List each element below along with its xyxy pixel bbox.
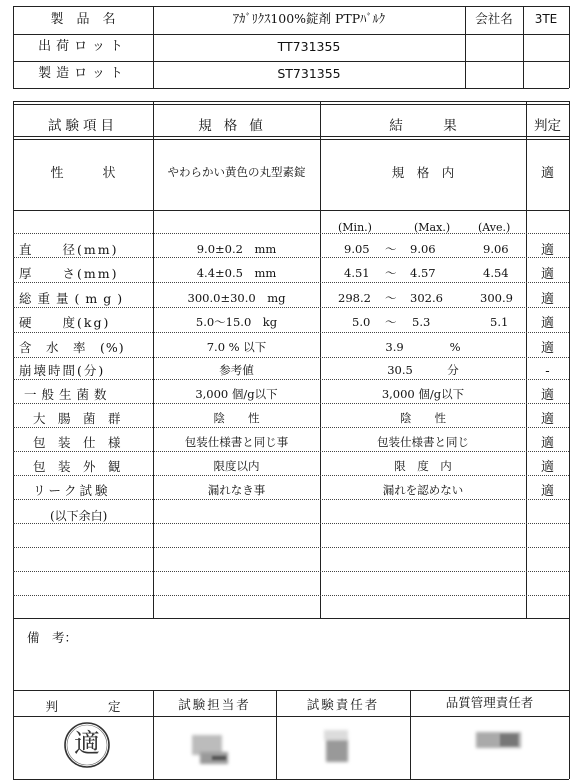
appearance-result: 規 格 内: [391, 165, 455, 180]
row-tilde: ～: [385, 315, 397, 329]
header-test-item: 試験項目: [48, 118, 118, 134]
stamp-text: 適: [73, 729, 100, 759]
judgement-label: 判 定: [45, 699, 121, 714]
appearance-judgement: 適: [540, 166, 554, 181]
row-label: 含 水 率 (%): [19, 340, 125, 355]
row-max: 302.6: [410, 291, 443, 305]
row-label: 硬 度(kg): [19, 315, 111, 330]
shipping-lot-value: TT731355: [277, 39, 341, 54]
row-result: 30.5 分: [387, 363, 459, 377]
appearance-label: 性 状: [50, 166, 116, 181]
row-judgement: 適: [540, 484, 554, 499]
row-label: リーク試験: [33, 483, 111, 498]
row-result: 包装仕様書と同じ: [377, 435, 469, 449]
row-spec: 限度以内: [213, 459, 260, 473]
row-min: 5.0: [352, 315, 371, 329]
company-name-label: 会社名: [475, 11, 513, 26]
row-label: 厚 さ(mm): [19, 266, 119, 281]
row-label: 包 装 外 観: [33, 459, 121, 474]
row-judgement: 適: [540, 436, 554, 451]
row-result: 3,000 個/g以下: [381, 387, 465, 401]
row-judgement: 適: [540, 341, 554, 356]
row-judgement: 適: [540, 388, 554, 403]
row-result: 限 度 内: [394, 459, 452, 473]
row-label: 包 装 仕 様: [33, 435, 121, 450]
row-spec: 4.4±0.5 mm: [196, 266, 277, 280]
row-label: 直 径(mm): [19, 242, 119, 257]
qa-manager-signature: [476, 728, 526, 758]
row-judgement: 適: [540, 243, 554, 258]
approval-stamp: [62, 720, 112, 770]
row-ave: 9.06: [483, 242, 509, 256]
stat-ave-header: (Ave.): [478, 221, 511, 234]
row-result: 3.9 %: [385, 340, 461, 354]
row-spec: 5.0～15.0 kg: [195, 315, 278, 329]
row-tilde: ～: [385, 266, 397, 280]
remarks-label: 備 考：: [27, 630, 78, 645]
row-ave: 300.9: [480, 291, 513, 305]
row-spec: 陰 性: [213, 411, 260, 425]
shipping-lot-label: 出荷ロット: [38, 39, 128, 54]
row-spec: 包装仕様書と同じ事: [184, 435, 289, 449]
row-result: 陰 性: [400, 411, 446, 425]
test-responsible-signature: [322, 726, 362, 766]
row-judgement: 適: [540, 292, 554, 307]
remainder-note: (以下余白): [50, 509, 108, 523]
row-label: 崩壊時間(分): [19, 363, 106, 378]
tester-signature: [190, 730, 230, 770]
row-ave: 4.54: [483, 266, 509, 280]
row-tilde: ～: [385, 242, 397, 256]
row-spec: 参考値: [219, 363, 254, 377]
row-spec: 300.0±30.0 mg: [187, 291, 286, 305]
product-name-value: ｱｶﾞﾘｸｽ100%錠剤 PTPﾊﾞﾙｸ: [232, 11, 386, 26]
row-min: 4.51: [344, 266, 370, 280]
row-label: 一般生菌数: [24, 387, 112, 402]
row-tilde: ～: [385, 291, 397, 305]
appearance-spec: やわらかい黄色の丸型素錠: [167, 165, 306, 179]
test-responsible-label: 試験責任者: [306, 697, 380, 712]
row-spec: 7.0 % 以下: [206, 340, 267, 354]
row-result: 漏れを認めない: [382, 483, 464, 497]
row-max: 5.3: [412, 315, 431, 329]
row-spec: 漏れなき事: [207, 483, 266, 497]
row-label: 大 腸 菌 群: [33, 411, 121, 426]
row-judgement: -: [545, 364, 550, 379]
company-name-value: 3TE: [534, 12, 558, 26]
tester-label: 試験担当者: [178, 697, 251, 712]
row-min: 9.05: [344, 242, 370, 256]
row-max: 9.06: [410, 242, 436, 256]
qa-manager-label: 品質管理責任者: [445, 695, 534, 710]
manufacturing-lot-value: ST731355: [277, 66, 341, 81]
row-judgement: 適: [540, 267, 554, 282]
manufacturing-lot-label: 製造ロット: [38, 66, 128, 81]
stat-max-header: (Max.): [414, 221, 451, 234]
stat-min-header: (Min.): [338, 221, 372, 234]
row-label: 総重量(mg): [19, 291, 129, 306]
row-min: 298.2: [338, 291, 371, 305]
row-max: 4.57: [410, 266, 436, 280]
row-spec: 3,000 個/g以下: [195, 387, 278, 401]
row-ave: 5.1: [490, 315, 509, 329]
row-judgement: 適: [540, 316, 554, 331]
product-name-label: 製 品 名: [50, 12, 116, 27]
header-result: 結 果: [389, 118, 457, 134]
row-spec: 9.0±0.2 mm: [196, 242, 277, 256]
row-judgement: 適: [540, 412, 554, 427]
row-judgement: 適: [540, 460, 554, 475]
header-judgement: 判定: [534, 118, 561, 134]
header-spec-value: 規格値: [198, 118, 275, 134]
